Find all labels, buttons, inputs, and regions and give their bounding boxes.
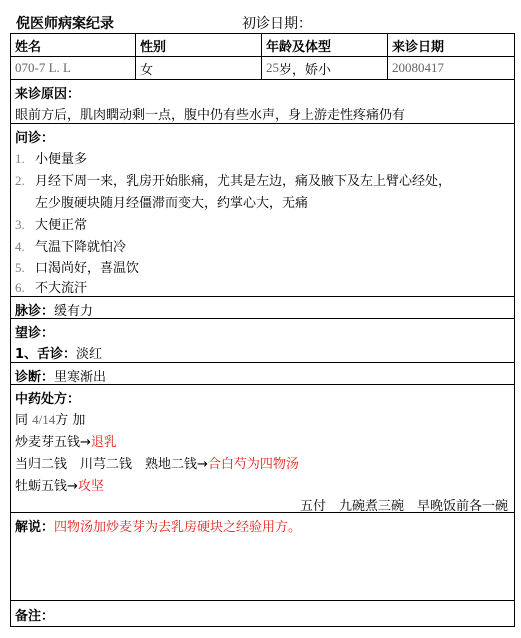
tongue-label: 1、舌诊：	[15, 347, 77, 362]
pulse-section	[11, 297, 514, 319]
patient-id: 070-7 L. L	[11, 57, 136, 79]
inquiry-item: 5. 口渴尚好，喜温饮	[15, 260, 140, 276]
diagnosis-text: 里寒渐出	[54, 370, 107, 385]
tongue-text: 淡红	[76, 347, 103, 362]
diagnosis-label: 诊断：	[15, 370, 55, 385]
inquiry-label: 问诊：	[15, 131, 55, 146]
tongue-line	[15, 343, 102, 362]
sex-header: 性别	[136, 34, 262, 56]
age-build-header: 年龄及体型	[262, 34, 388, 56]
arrow-right-icon: →	[80, 435, 91, 450]
inquiry-item: 左少腹硬块随月经僵滞而变大，约掌心大，无痛	[35, 196, 309, 211]
patient-header-row	[11, 34, 514, 57]
inspection-label: 望诊：	[15, 326, 55, 341]
inquiry-item: 2. 月经下周一来，乳房开始胀痛，尤其是左边，痛及腋下及左上臂心经处，	[15, 173, 452, 189]
reason-section	[11, 80, 514, 124]
explanation-label: 解说：	[15, 520, 55, 535]
patient-sex: 女	[136, 57, 262, 79]
prescription-dosage: 五付 九碗煮三碗 早晚饭前各一碗	[299, 499, 508, 514]
explanation-line	[15, 516, 301, 535]
inspection-section	[11, 319, 514, 363]
reason-label: 来诊原因：	[15, 87, 81, 102]
record-table	[10, 33, 515, 627]
prescription-base-line: 同 4/14方 加	[15, 412, 86, 428]
inquiry-item: 1. 小便量多	[15, 151, 88, 167]
prescription-herb-line: 炒麦芽五钱→退乳	[15, 435, 117, 450]
name-header: 姓名	[11, 34, 136, 56]
remarks-section	[11, 601, 514, 626]
arrow-right-icon: →	[197, 457, 208, 472]
prescription-herb-line: 当归二钱 川芎二钱 熟地二钱→合白芍为四物汤	[15, 457, 299, 472]
explanation-section	[11, 513, 514, 601]
prescription-ref-date: 4/14	[32, 412, 56, 427]
inquiry-item: 3. 大便正常	[15, 217, 88, 233]
first-visit-date-label: 初诊日期：	[242, 16, 312, 32]
pulse-text: 缓有力	[54, 304, 94, 319]
prescription-label: 中药处方：	[15, 392, 81, 407]
pulse-line	[15, 300, 93, 319]
remarks-label: 备注：	[15, 609, 55, 624]
patient-age: 25	[266, 60, 279, 75]
record-title: 倪医师病案纪录	[16, 16, 114, 32]
diagnosis-section	[11, 363, 514, 385]
prescription-herb-line: 牡蛎五钱→攻坚	[15, 479, 104, 494]
explanation-text: 四物汤加炒麦芽为去乳房硬块之经验用方。	[54, 520, 302, 535]
patient-info-row	[11, 57, 514, 80]
arrow-right-icon: →	[67, 479, 78, 494]
prescription-section	[11, 385, 514, 513]
inquiry-item: 4. 气温下降就怕冷	[15, 239, 127, 255]
inquiry-item: 6. 不大流汗	[15, 280, 88, 296]
patient-build: 岁，娇小	[279, 62, 332, 78]
pulse-label: 脉诊：	[15, 304, 55, 319]
record-header	[10, 8, 515, 34]
diagnosis-line	[15, 366, 106, 385]
inquiry-section	[11, 124, 514, 297]
patient-age-build	[262, 57, 388, 79]
visit-date-header: 来诊日期	[392, 39, 445, 55]
patient-visit-date: 20080417	[392, 60, 444, 75]
reason-text: 眼前方后，肌肉瞤动剩一点，腹中仍有些水声，身上游走性疼痛仍有	[15, 108, 406, 123]
